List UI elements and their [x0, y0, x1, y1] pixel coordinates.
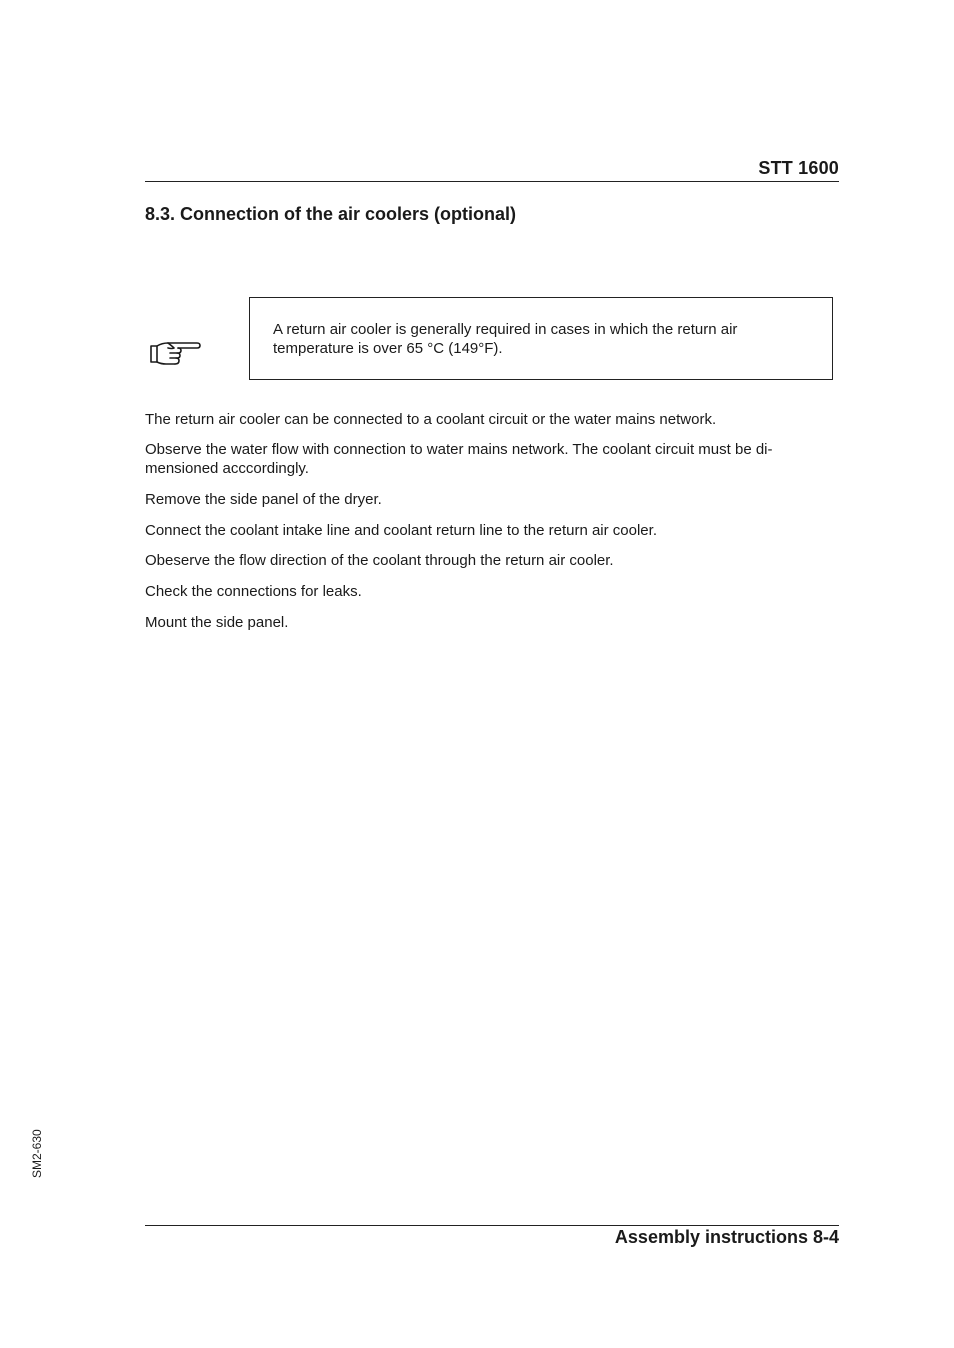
paragraph-water-flow-line-1: Observe the water flow with connection to water mains network. The coolant circuit must be di-	[145, 441, 773, 458]
section-heading: 8.3. Connection of the air coolers (optional)	[145, 204, 517, 224]
paragraph-water-flow-line-2: mensioned acccordingly.	[145, 460, 309, 477]
note-text	[273, 320, 813, 358]
note-text-line-2: temperature is over 65 °C (149°F).	[273, 340, 503, 357]
paragraph-connection-options: The return air cooler can be connected to a coolant circuit or the water mains network.	[145, 411, 717, 428]
document-code: SM2-630	[30, 1129, 44, 1178]
header-divider	[145, 181, 839, 182]
note-text-line-1: A return air cooler is generally required in cases in which the return air	[273, 321, 738, 338]
note-box	[249, 297, 833, 380]
footer-divider	[145, 1225, 839, 1226]
paragraph-connect-lines: Connect the coolant intake line and coolant return line to the return air cooler.	[145, 522, 657, 539]
document-title: STT 1600	[758, 158, 839, 178]
paragraph-mount-panel: Mount the side panel.	[145, 614, 289, 631]
paragraph-check-leaks: Check the connections for leaks.	[145, 583, 362, 600]
paragraph-remove-panel: Remove the side panel of the dryer.	[145, 491, 382, 508]
paragraph-flow-direction: Obeserve the flow direction of the coolant through the return air cooler.	[145, 552, 614, 569]
footer-title: Assembly instructions 8-4	[614, 1227, 839, 1247]
pointing-hand-icon	[148, 334, 202, 366]
paragraph-water-flow	[145, 440, 840, 478]
